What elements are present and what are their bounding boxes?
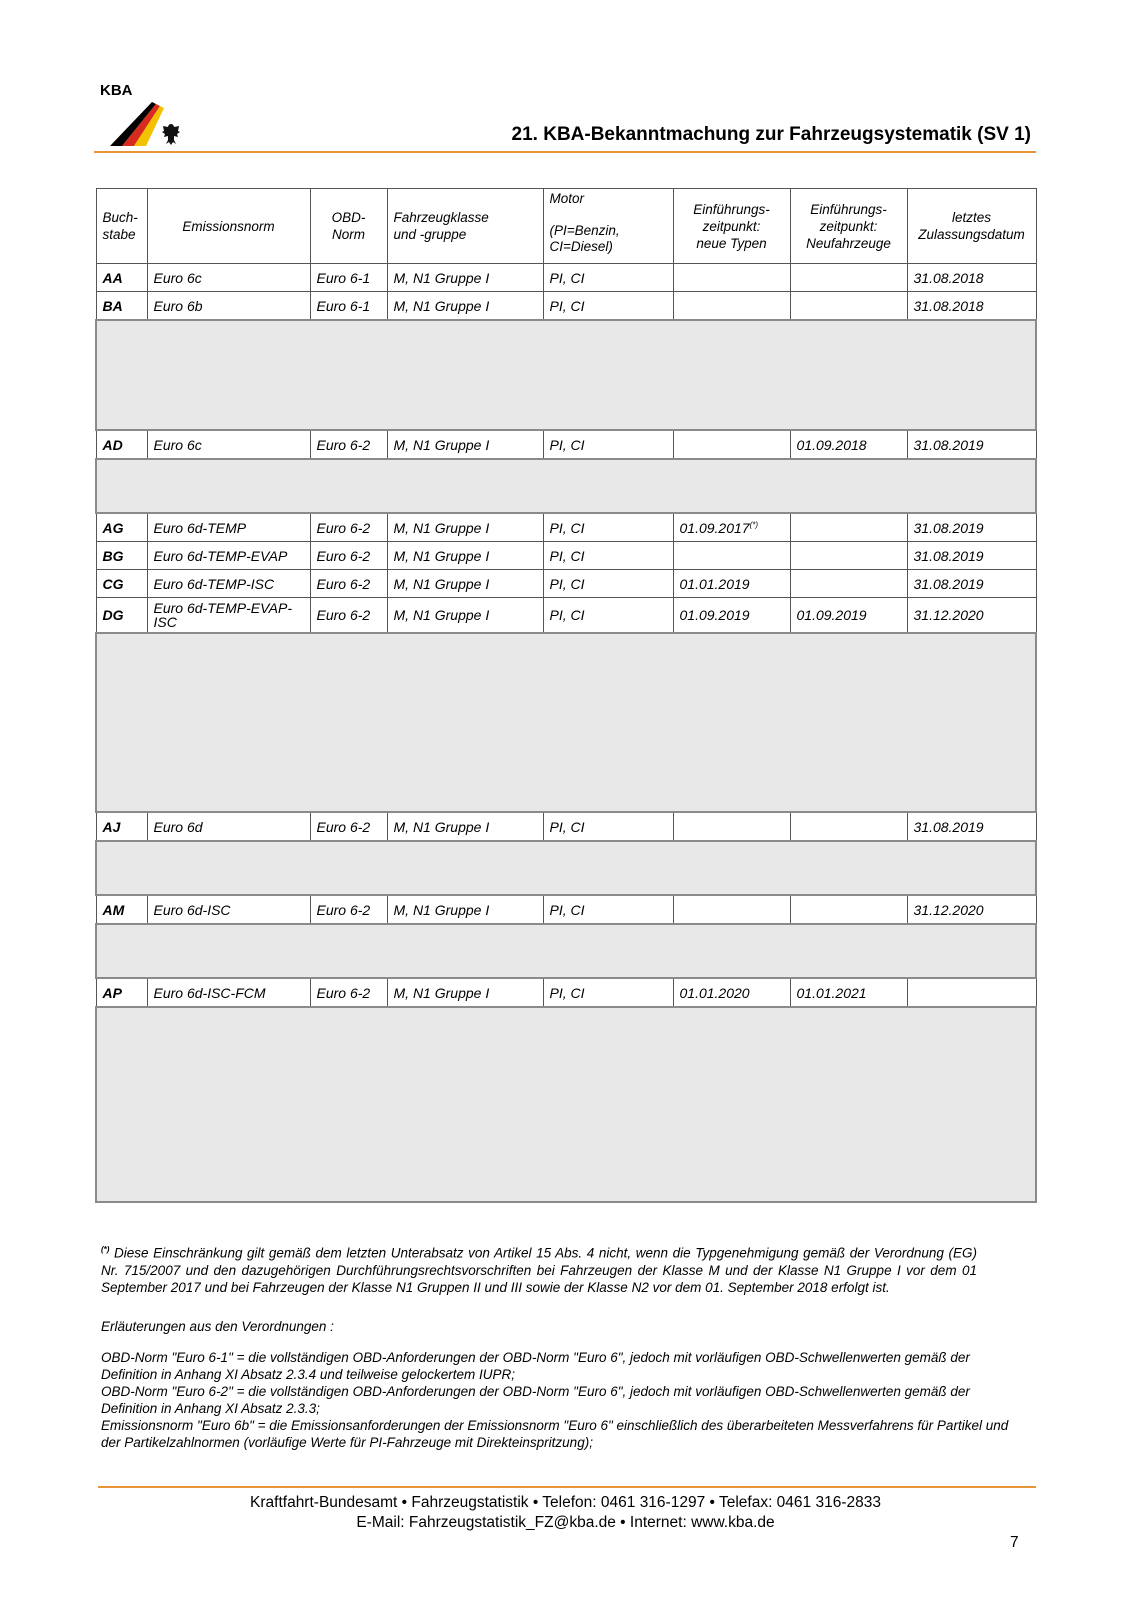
gray-filler [96, 320, 1036, 430]
cell-intro-new-vehicles [790, 292, 907, 321]
cell-obd-norm: Euro 6-2 [310, 430, 387, 459]
cell-letter: AD [96, 430, 147, 459]
federal-eagle-icon [160, 122, 182, 146]
cell-vehicle-class: M, N1 Gruppe I [387, 812, 543, 841]
col-header-intro-new-types [673, 189, 790, 264]
kba-logo [100, 80, 190, 148]
table-row [96, 895, 1036, 924]
cell-intro-new-types [673, 542, 790, 570]
cell-vehicle-class: M, N1 Gruppe I [387, 292, 543, 321]
cell-motor: PI, CI [543, 598, 673, 634]
redacted-block [96, 633, 1036, 812]
cell-letter: AP [96, 978, 147, 1007]
cell-letter: DG [96, 598, 147, 634]
cell-last-registration: 31.08.2019 [907, 570, 1036, 598]
page-title: 21. KBA-Bekanntmachung zur Fahrzeugsystematik (SV 1) [511, 124, 1031, 145]
cell-vehicle-class: M, N1 Gruppe I [387, 598, 543, 634]
col-header-text: Buch- stabe [102, 210, 138, 242]
cell-letter: AA [96, 264, 147, 292]
cell-obd-norm: Euro 6-2 [310, 542, 387, 570]
cell-letter: BG [96, 542, 147, 570]
cell-vehicle-class: M, N1 Gruppe I [387, 570, 543, 598]
col-header-text: letztes Zulassungsdatum [918, 210, 1025, 242]
cell-intro-new-types [673, 895, 790, 924]
redacted-block [96, 924, 1036, 978]
cell-emission-norm: Euro 6c [147, 430, 310, 459]
cell-obd-norm: Euro 6-2 [310, 978, 387, 1007]
cell-last-registration: 31.08.2019 [907, 542, 1036, 570]
cell-letter: CG [96, 570, 147, 598]
cell-intro-new-vehicles [790, 895, 907, 924]
col-header-emission-norm [147, 189, 310, 264]
cell-letter: AJ [96, 812, 147, 841]
redacted-block [96, 320, 1036, 430]
footnote [101, 1241, 977, 1296]
cell-motor: PI, CI [543, 542, 673, 570]
cell-intro-new-vehicles [790, 542, 907, 570]
cell-motor: PI, CI [543, 812, 673, 841]
cell-intro-new-vehicles [790, 513, 907, 542]
table-row [96, 264, 1036, 292]
page-footer [0, 1493, 1131, 1533]
gray-filler [96, 459, 1036, 513]
col-header-text: OBD- Norm [331, 210, 366, 242]
cell-last-registration: 31.08.2019 [907, 430, 1036, 459]
emission-code-table [95, 188, 1037, 1203]
cell-emission-norm: Euro 6d-ISC-FCM [147, 978, 310, 1007]
cell-last-registration: 31.08.2019 [907, 513, 1036, 542]
cell-intro-new-vehicles: 01.01.2021 [790, 978, 907, 1007]
cell-emission-norm: Euro 6d [147, 812, 310, 841]
cell-emission-norm: Euro 6c [147, 264, 310, 292]
cell-last-registration: 31.12.2020 [907, 895, 1036, 924]
explanation-obd-6-2: OBD-Norm "Euro 6-2" = die vollständigen OBD-Anforderungen der OBD-Norm "Euro 6", jedoch mit vorläufigen OBD-Schwellenwerten gemäß der Definition in Anhang XI Absatz 2.3.3; [101, 1384, 970, 1416]
col-header-obd-norm [310, 189, 387, 264]
col-header-text: Emissionsnorm [182, 218, 275, 234]
gray-filler [96, 841, 1036, 895]
cell-motor: PI, CI [543, 978, 673, 1007]
table-header-row [96, 189, 1036, 264]
cell-intro-new-types: 01.01.2019 [673, 570, 790, 598]
cell-last-registration: 31.08.2018 [907, 264, 1036, 292]
logo-text: KBA [100, 82, 133, 99]
cell-letter: AM [96, 895, 147, 924]
table-row [96, 570, 1036, 598]
cell-motor: PI, CI [543, 895, 673, 924]
cell-obd-norm: Euro 6-2 [310, 570, 387, 598]
table-row [96, 812, 1036, 841]
col-header-last-registration [907, 189, 1036, 264]
cell-last-registration: 31.08.2018 [907, 292, 1036, 321]
gray-filler [96, 1007, 1036, 1202]
cell-emission-norm: Euro 6d-TEMP [147, 513, 310, 542]
cell-intro-new-types [673, 430, 790, 459]
footer-divider [98, 1486, 1036, 1488]
footer-web-line: E-Mail: Fahrzeugstatistik_FZ@kba.de • Internet: www.kba.de [356, 1514, 775, 1531]
cell-last-registration [907, 978, 1036, 1007]
table-row [96, 978, 1036, 1007]
table-row [96, 430, 1036, 459]
footer-contact-line: Kraftfahrt-Bundesamt • Fahrzeugstatistik • Telefon: 0461 316-1297 • Telefax: 0461 316-2833 [250, 1494, 881, 1511]
cell-last-registration: 31.08.2019 [907, 812, 1036, 841]
cell-date-text: 01.09.2017 [679, 519, 750, 536]
col-header-vehicle-class [387, 189, 543, 264]
cell-intro-new-types [673, 292, 790, 321]
cell-intro-new-vehicles [790, 264, 907, 292]
cell-emission-norm: Euro 6d-TEMP-EVAP- ISC [147, 598, 310, 634]
cell-intro-new-vehicles: 01.09.2018 [790, 430, 907, 459]
cell-intro-new-types [673, 812, 790, 841]
page-number: 7 [1010, 1534, 1019, 1551]
cell-obd-norm: Euro 6-1 [310, 264, 387, 292]
cell-obd-norm: Euro 6-2 [310, 513, 387, 542]
explanations-heading: Erläuterungen aus den Verordnungen : [101, 1319, 334, 1334]
cell-letter: BA [96, 292, 147, 321]
footnote-mark: (*) [101, 1245, 110, 1254]
cell-obd-norm: Euro 6-2 [310, 895, 387, 924]
cell-motor: PI, CI [543, 292, 673, 321]
table-row [96, 542, 1036, 570]
cell-vehicle-class: M, N1 Gruppe I [387, 264, 543, 292]
cell-emission-norm: Euro 6d-ISC [147, 895, 310, 924]
cell-vehicle-class: M, N1 Gruppe I [387, 430, 543, 459]
explanation-obd-6-1: OBD-Norm "Euro 6-1" = die vollständigen OBD-Anforderungen der OBD-Norm "Euro 6", jedoch mit vorläufigen OBD-Schwellenwerten gemäß der Definition in Anhang XI Absatz 2.3.4 und teilweise gelockertem IUPR; [101, 1350, 970, 1382]
cell-motor: PI, CI [543, 513, 673, 542]
gray-filler [96, 924, 1036, 978]
redacted-block [96, 841, 1036, 895]
cell-letter: AG [96, 513, 147, 542]
explanation-euro-6b: Emissionsnorm "Euro 6b" = die Emissionsanforderungen der Emissionsnorm "Euro 6" einschließlich des überarbeiteten Messverfahrens für Partikel und der Partikelzahlnormen (vorläufige Werte für PI-Fahrzeuge mit Direkteinspritzung); [101, 1418, 1009, 1450]
footnote-reference: (*) [749, 519, 759, 529]
col-header-intro-new-vehicles [790, 189, 907, 264]
cell-intro-new-vehicles [790, 812, 907, 841]
gray-filler [96, 633, 1036, 812]
cell-obd-norm: Euro 6-2 [310, 598, 387, 634]
cell-emission-norm: Euro 6d-TEMP-EVAP [147, 542, 310, 570]
cell-motor: PI, CI [543, 430, 673, 459]
cell-emission-norm: Euro 6b [147, 292, 310, 321]
redacted-block [96, 1007, 1036, 1202]
col-header-motor [543, 189, 673, 264]
col-header-text: Motor (PI=Benzin, CI=Diesel) [549, 191, 620, 254]
col-header-text: Einführungs- zeitpunkt: Neufahrzeuge [806, 201, 891, 251]
cell-intro-new-types: 01.01.2020 [673, 978, 790, 1007]
cell-vehicle-class: M, N1 Gruppe I [387, 513, 543, 542]
cell-motor: PI, CI [543, 264, 673, 292]
redacted-block [96, 459, 1036, 513]
header-divider [94, 151, 1036, 153]
explanations-list [101, 1349, 1021, 1451]
cell-vehicle-class: M, N1 Gruppe I [387, 978, 543, 1007]
cell-obd-norm: Euro 6-1 [310, 292, 387, 321]
table-row [96, 598, 1036, 634]
cell-vehicle-class: M, N1 Gruppe I [387, 542, 543, 570]
cell-intro-new-vehicles: 01.09.2019 [790, 598, 907, 634]
cell-emission-norm: Euro 6d-TEMP-ISC [147, 570, 310, 598]
cell-vehicle-class: M, N1 Gruppe I [387, 895, 543, 924]
table-row [96, 292, 1036, 321]
cell-intro-new-types [673, 513, 790, 542]
cell-obd-norm: Euro 6-2 [310, 812, 387, 841]
table-row [96, 513, 1036, 542]
cell-intro-new-types [673, 264, 790, 292]
footnote-text: Diese Einschränkung gilt gemäß dem letzten Unterabsatz von Artikel 15 Abs. 4 nicht, wenn die Typgenehmigung gemäß der Verordnung (EG) Nr. 715/2007 und den dazugehörigen Durchführungsrechtsvorschriften bei Fahrzeugen der Klasse M und der Klasse N1 Gruppe I vor dem 01 September 2017 und bei Fahrzeugen der Klasse N1 Gruppen II und III sowie der Klasse N2 vor dem 01. September 2018 erfolgt ist. [101, 1245, 977, 1295]
cell-last-registration: 31.12.2020 [907, 598, 1036, 634]
cell-intro-new-types: 01.09.2019 [673, 598, 790, 634]
cell-motor: PI, CI [543, 570, 673, 598]
cell-intro-new-vehicles [790, 570, 907, 598]
col-header-text: Fahrzeugklasse und -gruppe [393, 210, 489, 242]
col-header-text: Einführungs- zeitpunkt: neue Typen [693, 201, 770, 251]
col-header-letter [96, 189, 147, 264]
